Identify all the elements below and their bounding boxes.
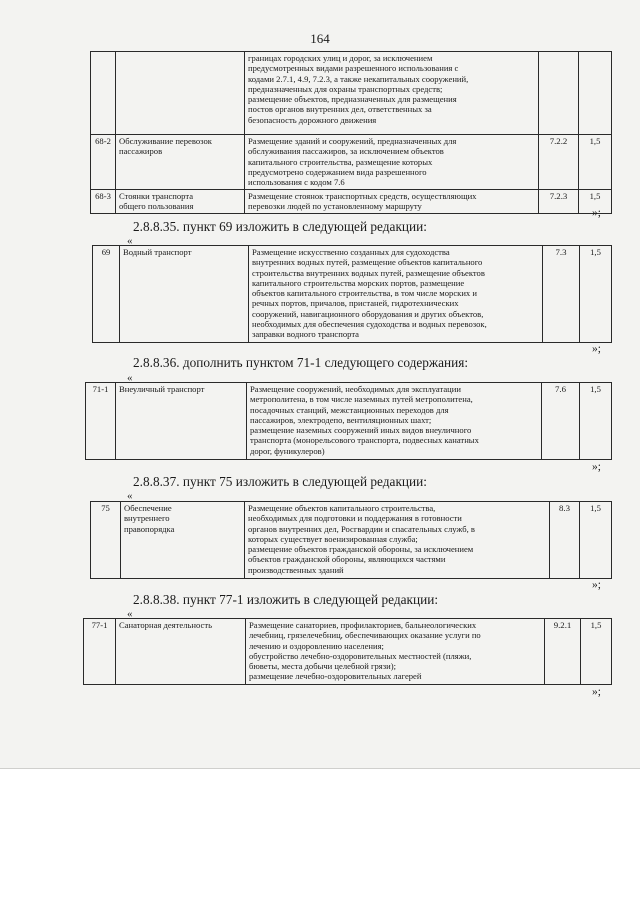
amendment-table [90,501,612,579]
table-row [91,190,612,214]
use-description: границах городских улиц и дорог, за исключением предусмотренных видами разрешенного использования с кодами 2.7.1, 4.9, 7.2.3, а также некапитальных сооружений, предназначенных для охраны транспортных средств; размещение объектов, предназначенных для размещения постов органов внутренних дел, ответственных за безопасность дорожного движения [245,52,539,135]
continuation-table [90,51,612,214]
row-number [91,52,116,135]
use-name: Санаторная деятельность [116,619,246,685]
table-row [84,619,612,685]
use-code: 7.2.2 [539,135,579,190]
closing-quote: »; [592,343,601,355]
row-number: 68-3 [91,190,116,214]
table-row [86,383,612,460]
use-value: 1,5 [580,383,612,460]
use-code [539,52,579,135]
opening-quote: « [127,490,133,502]
amendment-heading: 2.8.8.35. пункт 69 изложить в следующей редакции: [133,219,427,234]
use-name: Водный транспорт [120,246,249,343]
table-row [93,246,612,343]
amendment-heading: 2.8.8.37. пункт 75 изложить в следующей редакции: [133,474,427,489]
closing-quote: »; [592,686,601,698]
use-name: Обслуживание перевозок пассажиров [116,135,245,190]
amendment-heading: 2.8.8.36. дополнить пунктом 71-1 следующего содержания: [133,355,469,370]
opening-quote: « [127,235,133,247]
use-code: 7.2.3 [539,190,579,214]
use-description: Размещение сооружений, необходимых для эксплуатации метрополитена, в том числе наземных путей метрополитена, посадочных станций, межстанционных переходов для пассажиров, электродепо, вентиляционных шахт; размещение наземных сооружений иных видов внеуличного транспорта (монорельсового транспорта, подвесных канатных дорог, фуникулеров) [247,383,542,460]
table-row [91,135,612,190]
closing-quote: »; [592,461,601,473]
use-name: Стоянки транспорта общего пользования [116,190,245,214]
opening-quote: « [127,372,133,384]
use-value: 1,5 [580,502,612,579]
use-description: Размещение стоянок транспортных средств, осуществляющих перевозки людей по установленному маршруту [245,190,539,214]
closing-quote: »; [592,207,601,219]
row-number: 68-2 [91,135,116,190]
row-number: 77-1 [84,619,116,685]
use-name [116,52,245,135]
page-number: 164 [310,31,330,46]
use-value: 1,5 [579,135,612,190]
use-description: Размещение объектов капитального строительства, необходимых для подготовки и поддержания в готовности органов внутренних дел, Росгвардии и спасательных служб, в которых существует военизированная служба; размещение объектов гражданской обороны, за исключением объектов гражданской обороны, являющихся частями производственных зданий [245,502,550,579]
use-code: 9.2.1 [545,619,581,685]
use-value [579,52,612,135]
row-number: 75 [91,502,121,579]
use-description: Размещение санаториев, профилакториев, бальнеологических лечебниц, грязелечебниц, обеспечивающих оказание услуги по лечению и оздоровлению населения; обустройство лечебно-оздоровительных местностей (пляжи, бюветы, места добычи целебной грязи); размещение лечебно-оздоровительных лагерей [246,619,545,685]
amendment-table [85,382,612,460]
table-row [91,502,612,579]
amendment-table [92,245,612,343]
table-row [91,52,612,135]
row-number: 69 [93,246,120,343]
use-code: 7.6 [542,383,580,460]
amendment-heading: 2.8.8.38. пункт 77-1 изложить в следующей редакции: [133,592,439,607]
use-value: 1,5 [581,619,612,685]
opening-quote: « [127,608,133,620]
closing-quote: »; [592,579,601,591]
amendment-table [83,618,612,685]
use-description: Размещение зданий и сооружений, предназначенных для обслуживания пассажиров, за исключением объектов капитального строительства, размещение которых предусмотрено содержанием вида разрешенного использования с кодом 7.6 [245,135,539,190]
row-number: 71-1 [86,383,116,460]
use-value: 1,5 [579,190,612,214]
use-description: Размещение искусственно созданных для судоходства внутренних водных путей, размещение объектов капитального строительства внутренних водных путей, размещение объектов капитального строительства морских портов, размещение объектов капитального строительства, в том числе морских и речных портов, причалов, пристаней, гидротехнических сооружений, навигационного оборудования и других объектов, необходимых для обеспечения судоходства и водных перевозок, заправки водного транспорта [249,246,543,343]
use-code: 8.3 [550,502,580,579]
use-name: Внеуличный транспорт [116,383,247,460]
use-name: Обеспечение внутреннего правопорядка [121,502,245,579]
use-value: 1,5 [580,246,612,343]
use-code: 7.3 [543,246,580,343]
